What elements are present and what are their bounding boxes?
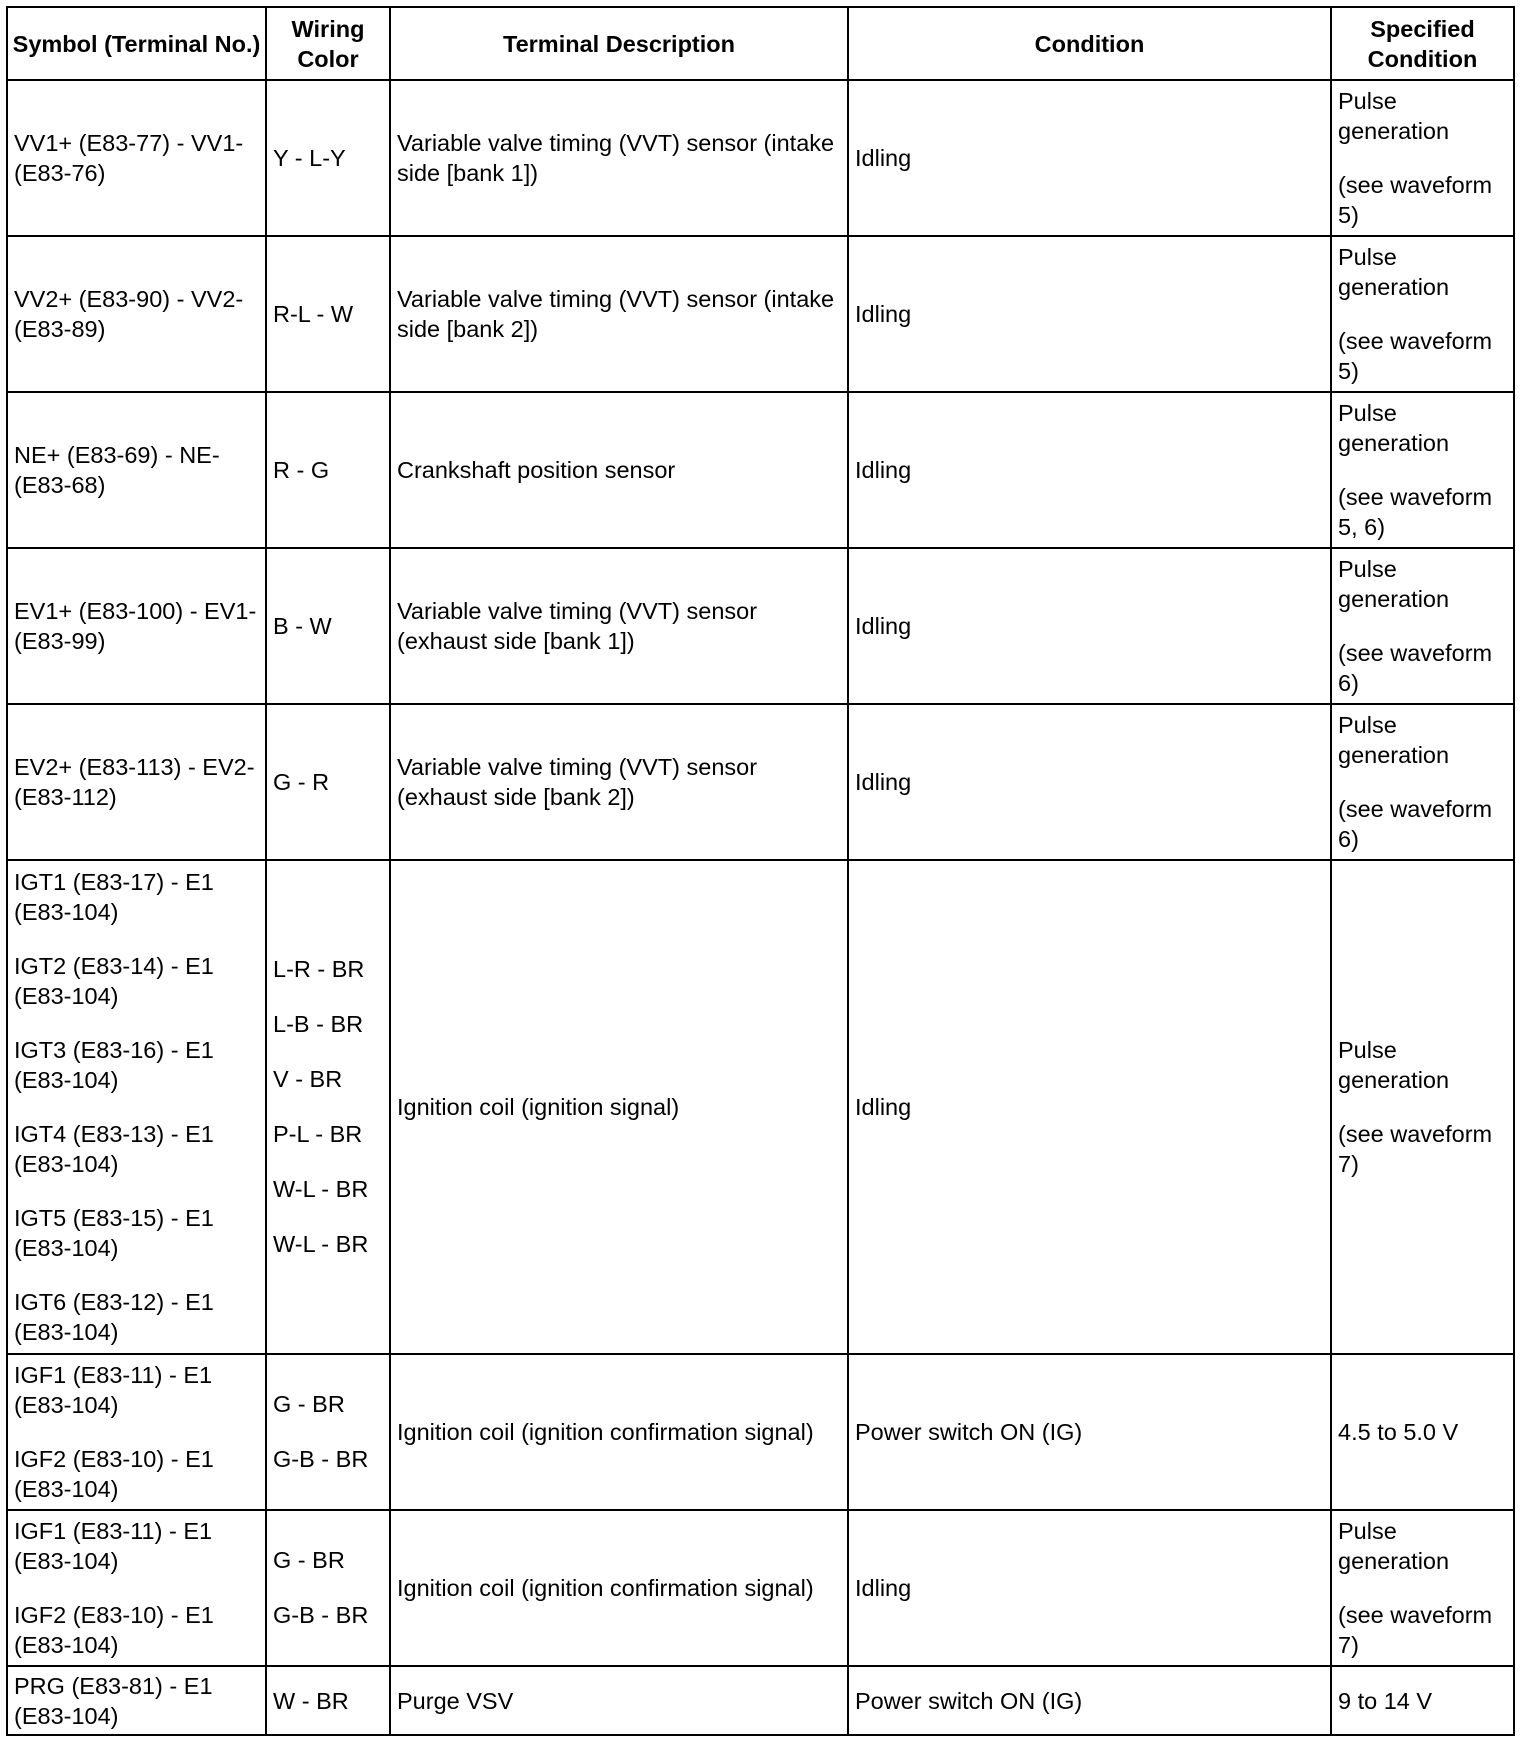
- specified-text: Pulse generation: [1338, 400, 1450, 456]
- condition-cell: Idling: [848, 860, 1331, 1354]
- wiring-cell: [266, 548, 390, 704]
- symbol-cell: [7, 1354, 266, 1510]
- specified-text: Pulse generation: [1338, 244, 1450, 300]
- symbol-text: IGF2 (E83-10) - E1 (E83-104): [14, 1602, 214, 1658]
- wiring-cell: [266, 1510, 390, 1666]
- table-row: [7, 548, 1514, 704]
- symbol-cell: [7, 80, 266, 236]
- wiring-cell: [266, 1666, 390, 1735]
- table-row: [7, 860, 1514, 1354]
- symbol-text: NE+ (E83-69) - NE- (E83-68): [14, 442, 220, 498]
- symbol-text: VV2+ (E83-90) - VV2- (E83-89): [14, 286, 244, 342]
- specified-cell: [1331, 1510, 1514, 1666]
- symbol-text: IGT5 (E83-15) - E1 (E83-104): [14, 1205, 214, 1261]
- specified-text: 4.5 to 5.0 V: [1338, 1419, 1459, 1445]
- header-condition: Condition: [848, 7, 1331, 80]
- wiring-text: G-B - BR: [273, 1446, 369, 1472]
- description-cell: Crankshaft position sensor: [390, 392, 848, 548]
- wiring-text: W-L - BR: [273, 1176, 369, 1202]
- wiring-text: L-R - BR: [273, 956, 365, 982]
- description-cell: Variable valve timing (VVT) sensor (exhaust side [bank 2]): [390, 704, 848, 860]
- wiring-cell: [266, 860, 390, 1354]
- description-cell: Variable valve timing (VVT) sensor (intake side [bank 2]): [390, 236, 848, 392]
- specified-text: Pulse generation: [1338, 712, 1450, 768]
- header-row: [7, 7, 1514, 80]
- symbol-cell: [7, 1510, 266, 1666]
- header-symbol: Symbol (Terminal No.): [7, 7, 266, 80]
- wiring-cell: [266, 392, 390, 548]
- wiring-text: W-L - BR: [273, 1231, 369, 1257]
- condition-cell: Idling: [848, 1510, 1331, 1666]
- wiring-cell: [266, 1354, 390, 1510]
- symbol-text: IGF1 (E83-11) - E1 (E83-104): [14, 1362, 213, 1418]
- specified-cell: [1331, 704, 1514, 860]
- condition-cell: Power switch ON (IG): [848, 1666, 1331, 1735]
- wiring-text: V - BR: [273, 1066, 343, 1092]
- table-row: [7, 704, 1514, 860]
- wiring-text: L-B - BR: [273, 1011, 364, 1037]
- specified-cell: [1331, 1666, 1514, 1735]
- specified-text: Pulse generation: [1338, 556, 1450, 612]
- description-cell: Purge VSV: [390, 1666, 848, 1735]
- condition-cell: Idling: [848, 392, 1331, 548]
- table-row: [7, 392, 1514, 548]
- waveform-ref: (see waveform 6): [1338, 640, 1493, 696]
- table-row: [7, 1666, 1514, 1735]
- waveform-ref: (see waveform 5, 6): [1338, 484, 1493, 540]
- description-cell: Variable valve timing (VVT) sensor (exhaust side [bank 1]): [390, 548, 848, 704]
- description-cell: Ignition coil (ignition signal): [390, 860, 848, 1354]
- symbol-text: IGT6 (E83-12) - E1 (E83-104): [14, 1289, 214, 1345]
- specified-cell: [1331, 1354, 1514, 1510]
- condition-cell: Idling: [848, 80, 1331, 236]
- symbol-cell: [7, 236, 266, 392]
- wiring-text: R - G: [273, 457, 330, 483]
- symbol-text: PRG (E83-81) - E1 (E83-104): [14, 1672, 213, 1729]
- specified-cell: [1331, 548, 1514, 704]
- specified-cell: [1331, 80, 1514, 236]
- specified-text: Pulse generation: [1338, 1518, 1450, 1574]
- header-specified-condition: Specified Condition: [1331, 7, 1514, 80]
- wiring-text: R-L - W: [273, 301, 354, 327]
- symbol-text: EV1+ (E83-100) - EV1- (E83-99): [14, 598, 257, 654]
- header-wiring-color: Wiring Color: [266, 7, 390, 80]
- table-row: [7, 1510, 1514, 1666]
- description-cell: Ignition coil (ignition confirmation signal): [390, 1510, 848, 1666]
- wiring-text: G-B - BR: [273, 1602, 369, 1628]
- symbol-text: IGT3 (E83-16) - E1 (E83-104): [14, 1037, 214, 1093]
- table-row: [7, 1354, 1514, 1510]
- symbol-text: IGT4 (E83-13) - E1 (E83-104): [14, 1121, 214, 1177]
- symbol-cell: [7, 860, 266, 1354]
- terminal-table: [6, 6, 1515, 1736]
- waveform-ref: (see waveform 5): [1338, 328, 1493, 384]
- symbol-text: IGT1 (E83-17) - E1 (E83-104): [14, 869, 214, 925]
- symbol-text: EV2+ (E83-113) - EV2- (E83-112): [14, 754, 255, 810]
- waveform-ref: (see waveform 5): [1338, 172, 1493, 228]
- specified-text: Pulse generation: [1338, 1037, 1450, 1093]
- condition-cell: Idling: [848, 236, 1331, 392]
- wiring-text: B - W: [273, 613, 332, 639]
- symbol-text: VV1+ (E83-77) - VV1- (E83-76): [14, 130, 244, 186]
- specified-text: Pulse generation: [1338, 88, 1450, 144]
- symbol-cell: [7, 704, 266, 860]
- condition-cell: Power switch ON (IG): [848, 1354, 1331, 1510]
- table-row: [7, 80, 1514, 236]
- symbol-cell: [7, 548, 266, 704]
- specified-cell: [1331, 860, 1514, 1354]
- symbol-text: IGT2 (E83-14) - E1 (E83-104): [14, 953, 214, 1009]
- description-cell: Ignition coil (ignition confirmation signal): [390, 1354, 848, 1510]
- wiring-text: P-L - BR: [273, 1121, 363, 1147]
- symbol-cell: [7, 1666, 266, 1735]
- specified-cell: [1331, 392, 1514, 548]
- waveform-ref: (see waveform 7): [1338, 1602, 1493, 1658]
- wiring-text: G - R: [273, 769, 330, 795]
- wiring-cell: [266, 236, 390, 392]
- symbol-cell: [7, 392, 266, 548]
- wiring-text: Y - L-Y: [273, 145, 346, 171]
- condition-cell: Idling: [848, 704, 1331, 860]
- header-terminal-description: Terminal Description: [390, 7, 848, 80]
- wiring-cell: [266, 704, 390, 860]
- waveform-ref: (see waveform 6): [1338, 796, 1493, 852]
- wiring-text: G - BR: [273, 1547, 345, 1573]
- symbol-text: IGF1 (E83-11) - E1 (E83-104): [14, 1518, 213, 1574]
- condition-cell: Idling: [848, 548, 1331, 704]
- specified-text: 9 to 14 V: [1338, 1687, 1433, 1714]
- wiring-text: W - BR: [273, 1687, 349, 1714]
- wiring-text: G - BR: [273, 1391, 345, 1417]
- wiring-cell: [266, 80, 390, 236]
- specified-cell: [1331, 236, 1514, 392]
- description-cell: Variable valve timing (VVT) sensor (intake side [bank 1]): [390, 80, 848, 236]
- waveform-ref: (see waveform 7): [1338, 1121, 1493, 1177]
- table-row: [7, 236, 1514, 392]
- symbol-text: IGF2 (E83-10) - E1 (E83-104): [14, 1446, 214, 1502]
